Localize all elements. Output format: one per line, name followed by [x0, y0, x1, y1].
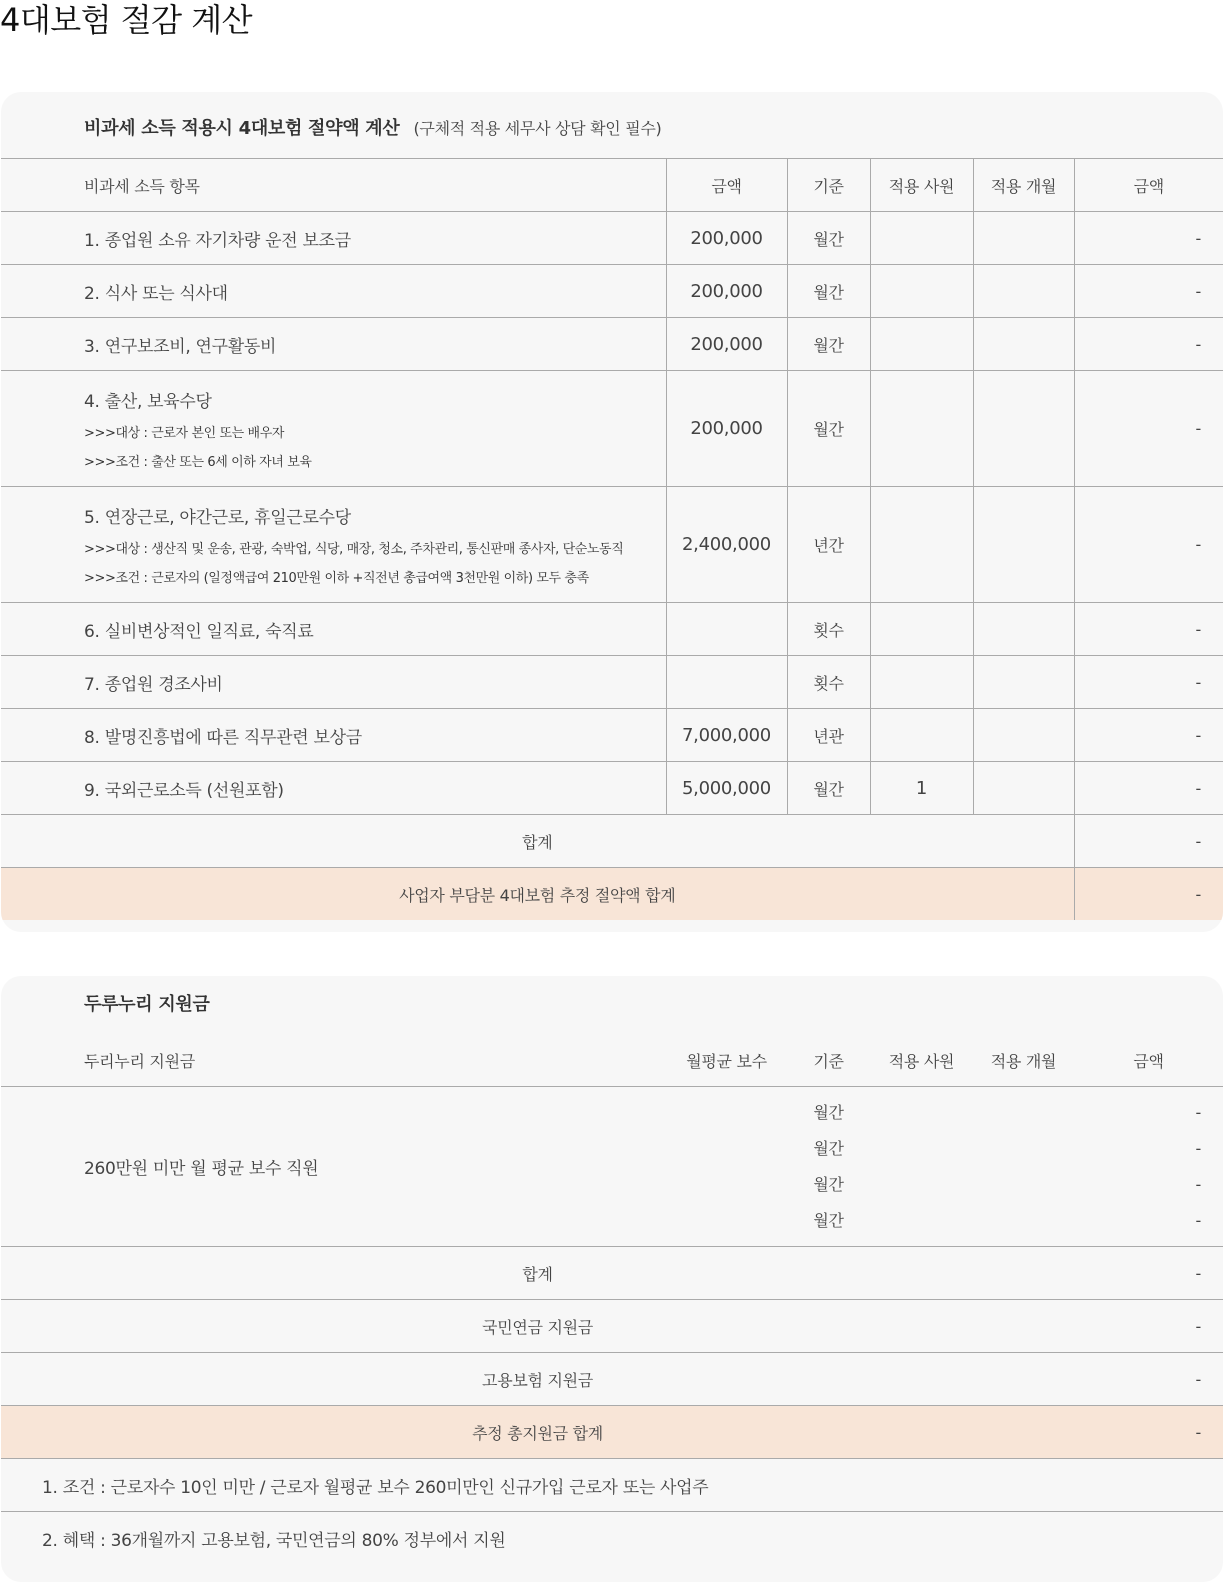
result-cell: - — [1074, 656, 1223, 709]
durunuri-card-title: 두루누리 지원금 — [84, 994, 210, 1015]
result-cell: - — [1195, 1102, 1201, 1122]
table-row — [1, 762, 1223, 815]
result-cell: - — [1074, 603, 1223, 656]
item-target-note: >>>대상 : 생산직 및 운송, 관광, 숙박업, 식당, 매장, 청소, 주차관리, 통신판매 종사자, 단순노동직 — [84, 542, 624, 557]
nontax-grand-total-row — [1, 868, 1223, 921]
result-cell: - — [1074, 371, 1223, 487]
nontax-card-note: (구체적 적용 세무사 상담 확인 필수) — [413, 119, 662, 138]
amount-input[interactable]: 200,000 — [666, 318, 787, 371]
table-row — [1, 265, 1223, 318]
basis-cell: 월간 — [787, 762, 870, 815]
amount-input[interactable]: 200,000 — [666, 371, 787, 487]
basis-cell: 월간 — [787, 318, 870, 371]
item-target-note: >>>대상 : 근로자 본인 또는 배우자 — [84, 426, 285, 441]
pension-support-label: 국민연금 지원금 — [1, 1300, 1074, 1353]
table-row — [1, 212, 1223, 265]
item-name: 6. 실비변상적인 일직료, 숙직료 — [84, 621, 314, 642]
durunuri-grand-total-row — [1, 1406, 1223, 1459]
durunuri-table — [1, 1034, 1223, 1564]
benefit-note-row — [1, 1512, 1223, 1565]
table-row — [1, 487, 1223, 603]
col-header-item: 비과세 소득 항목 — [1, 159, 666, 212]
table-row — [1, 603, 1223, 656]
result-cell: - — [1074, 762, 1223, 815]
item-name: 3. 연구보조비, 연구활동비 — [84, 336, 277, 357]
pension-support-row — [1, 1300, 1223, 1353]
col-header-result: 금액 — [1074, 159, 1223, 212]
condition-note: 1. 조건 : 근로자수 10인 미만 / 근로자 월평균 보수 260미만인 신규가입 근로자 또는 사업주 — [1, 1459, 1223, 1512]
result-cell: - — [1074, 212, 1223, 265]
basis-stack — [787, 1087, 870, 1247]
nontax-table — [1, 158, 1223, 920]
employees-input[interactable]: 1 — [870, 762, 973, 815]
months-input[interactable] — [973, 265, 1074, 318]
amount-input[interactable] — [666, 656, 787, 709]
item-name: 2. 식사 또는 식사대 — [84, 283, 228, 304]
item-name: 9. 국외근로소득 (선원포함) — [84, 780, 284, 801]
amount-input[interactable]: 200,000 — [666, 212, 787, 265]
table-row — [1, 371, 1223, 487]
nontax-header-row — [1, 159, 1223, 212]
result-cell: - — [1074, 265, 1223, 318]
basis-cell: 월간 — [787, 212, 870, 265]
employment-support-value: - — [1074, 1353, 1223, 1406]
grand-total-value: - — [1074, 1406, 1223, 1459]
employees-input[interactable] — [870, 371, 973, 487]
item-name: 8. 발명진흥법에 따른 직무관련 보상금 — [84, 727, 362, 748]
result-stack — [1074, 1087, 1223, 1247]
employees-input[interactable] — [870, 709, 973, 762]
table-row — [1, 709, 1223, 762]
col-header-item: 두리누리 지원금 — [84, 1051, 195, 1071]
employees-input[interactable] — [870, 656, 973, 709]
item-name: 7. 종업원 경조사비 — [84, 674, 223, 695]
employees-input[interactable] — [870, 265, 973, 318]
durunuri-header-row — [1, 1034, 1223, 1087]
col-header-avg-pay: 월평균 보수 — [686, 1051, 767, 1071]
total-value: - — [1074, 1247, 1223, 1300]
nontax-total-row — [1, 815, 1223, 868]
row-label: 260만원 미만 월 평균 보수 직원 — [1, 1087, 666, 1247]
pension-support-value: - — [1074, 1300, 1223, 1353]
col-header-result: 금액 — [1133, 1051, 1164, 1071]
grand-total-value: - — [1074, 868, 1223, 921]
total-value: - — [1074, 815, 1223, 868]
durunuri-card-header — [84, 990, 210, 1016]
months-input[interactable] — [973, 318, 1074, 371]
total-label: 합계 — [1, 1247, 1074, 1300]
basis-cell: 횟수 — [787, 603, 870, 656]
table-row — [1, 1087, 1223, 1247]
col-header-employees: 적용 사원 — [888, 1051, 955, 1071]
item-condition-note: >>>조건 : 출산 또는 6세 이하 자녀 보육 — [84, 455, 312, 470]
months-input[interactable] — [973, 1087, 1074, 1247]
result-cell: - — [1074, 487, 1223, 603]
amount-input[interactable]: 2,400,000 — [666, 487, 787, 603]
months-input[interactable] — [973, 487, 1074, 603]
item-name: 1. 종업원 소유 자기차량 운전 보조금 — [84, 230, 351, 251]
amount-input[interactable]: 5,000,000 — [666, 762, 787, 815]
nontax-card-header — [84, 114, 661, 140]
basis-cell: 월간 — [813, 1102, 844, 1122]
months-input[interactable] — [973, 603, 1074, 656]
employment-support-label: 고용보험 지원금 — [1, 1353, 1074, 1406]
basis-cell: 월간 — [813, 1210, 844, 1230]
total-label: 합계 — [1, 815, 1074, 868]
employees-input[interactable] — [870, 318, 973, 371]
employees-input[interactable] — [870, 603, 973, 656]
item-condition-note: >>>조건 : 근로자의 (일정액급여 210만원 이하 +직전년 총급여액 3천만원 이하) 모두 충족 — [84, 571, 589, 586]
col-header-basis: 기준 — [787, 159, 870, 212]
basis-cell: 년간 — [787, 487, 870, 603]
months-input[interactable] — [973, 656, 1074, 709]
result-cell: - — [1074, 709, 1223, 762]
item-name: 5. 연장근로, 야간근로, 휴일근로수당 — [84, 508, 351, 528]
nontax-savings-card — [1, 92, 1223, 932]
amount-input[interactable]: 7,000,000 — [666, 709, 787, 762]
result-cell: - — [1195, 1174, 1201, 1194]
col-header-months: 적용 개월 — [973, 159, 1074, 212]
result-cell: - — [1074, 318, 1223, 371]
col-header-basis: 기준 — [813, 1051, 844, 1071]
page-title: 4대보험 절감 계산 — [0, 1, 253, 39]
basis-cell: 월간 — [787, 265, 870, 318]
condition-note-row — [1, 1459, 1223, 1512]
amount-input[interactable]: 200,000 — [666, 265, 787, 318]
basis-cell: 년관 — [787, 709, 870, 762]
employment-support-row — [1, 1353, 1223, 1406]
employees-input[interactable] — [870, 212, 973, 265]
employees-input[interactable] — [870, 1087, 973, 1247]
basis-cell: 월간 — [813, 1138, 844, 1158]
employees-input[interactable] — [870, 487, 973, 603]
durunuri-total-row — [1, 1247, 1223, 1300]
grand-total-label: 추정 총지원금 합계 — [1, 1406, 1074, 1459]
durunuri-card — [1, 976, 1223, 1582]
benefit-note: 2. 혜택 : 36개월까지 고용보험, 국민연금의 80% 정부에서 지원 — [1, 1512, 1223, 1565]
col-header-employees: 적용 사원 — [870, 159, 973, 212]
basis-cell: 월간 — [813, 1174, 844, 1194]
basis-cell: 횟수 — [787, 656, 870, 709]
months-input[interactable] — [973, 371, 1074, 487]
nontax-card-title: 비과세 소득 적용시 4대보험 절약액 계산 — [84, 118, 400, 139]
months-input[interactable] — [973, 212, 1074, 265]
basis-cell: 월간 — [787, 371, 870, 487]
col-header-months: 적용 개월 — [990, 1051, 1057, 1071]
table-row — [1, 656, 1223, 709]
months-input[interactable] — [973, 762, 1074, 815]
col-header-amount: 금액 — [666, 159, 787, 212]
amount-input[interactable] — [666, 603, 787, 656]
table-row — [1, 318, 1223, 371]
item-name: 4. 출산, 보육수당 — [84, 392, 212, 412]
result-cell: - — [1195, 1138, 1201, 1158]
result-cell: - — [1195, 1210, 1201, 1230]
months-input[interactable] — [973, 709, 1074, 762]
grand-total-label: 사업자 부담분 4대보험 추정 절약액 합계 — [1, 868, 1074, 921]
avg-pay-input[interactable] — [666, 1087, 787, 1247]
